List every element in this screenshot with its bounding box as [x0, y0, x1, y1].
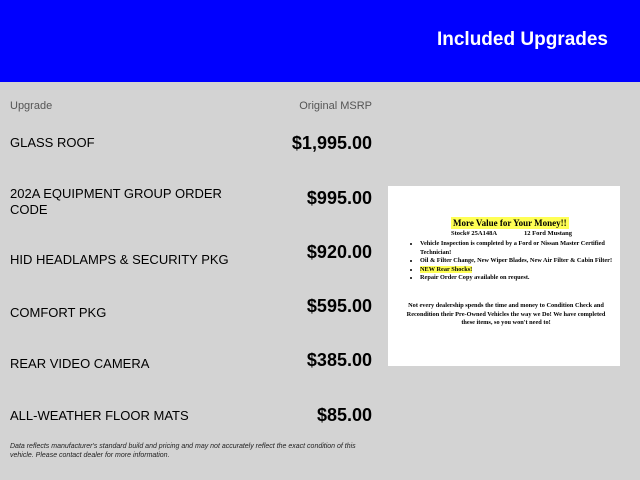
upgrade-price: $920.00 — [306, 242, 372, 262]
column-header-upgrade: Upgrade — [10, 100, 53, 112]
upgrade-name: 202A EQUIPMENT GROUP ORDER CODE — [10, 186, 222, 217]
flyer-item: • Oil & Filter Change, New Wiper Blades, New Air Filter & Cabin Filter! — [420, 257, 620, 266]
disclaimer-text: Data reflects manufacturer's standard build and pricing and may not accurately reflect the exact condition of this vehicle. Please contact dealer for more information. — [10, 443, 356, 459]
upgrade-price: $1,995.00 — [291, 133, 372, 153]
column-header-msrp: Original MSRP — [299, 100, 372, 112]
flyer-item — [420, 266, 620, 275]
flyer-stock-number: Stock# 25A148A — [451, 230, 498, 237]
flyer-note: Not every dealership spends the time and money to Condition Check and Recondition their Pre-Owned Vehicles the way we Do! We have completed these items, so you won't need to! — [406, 302, 606, 326]
upgrade-price: $385.00 — [306, 350, 372, 370]
flyer-item: • Repair Order Copy available on request. — [420, 274, 620, 283]
upgrade-name: REAR VIDEO CAMERA — [10, 356, 150, 371]
page-title: Included Upgrades — [436, 29, 608, 50]
flyer-item-list — [410, 240, 620, 283]
upgrade-price: $595.00 — [306, 296, 372, 316]
upgrade-name: COMFORT PKG — [10, 305, 107, 320]
flyer-item: • Vehicle Inspection is completed by a Ford or Nissan Master Certified Technician! — [420, 240, 620, 257]
value-flyer-image — [388, 186, 620, 366]
flyer-vehicle-model: 12 Ford Mustang — [524, 230, 573, 237]
upgrade-price: $85.00 — [316, 405, 372, 425]
header-banner — [0, 0, 640, 82]
upgrade-price: $995.00 — [306, 188, 372, 208]
flyer-title: More Value for Your Money!! — [453, 218, 567, 228]
upgrade-name: HID HEADLAMPS & SECURITY PKG — [10, 252, 229, 267]
upgrade-name: ALL-WEATHER FLOOR MATS — [10, 408, 189, 423]
upgrade-name: GLASS ROOF — [10, 135, 95, 150]
flyer-item-highlight: NEW Rear Shocks! — [420, 265, 473, 273]
